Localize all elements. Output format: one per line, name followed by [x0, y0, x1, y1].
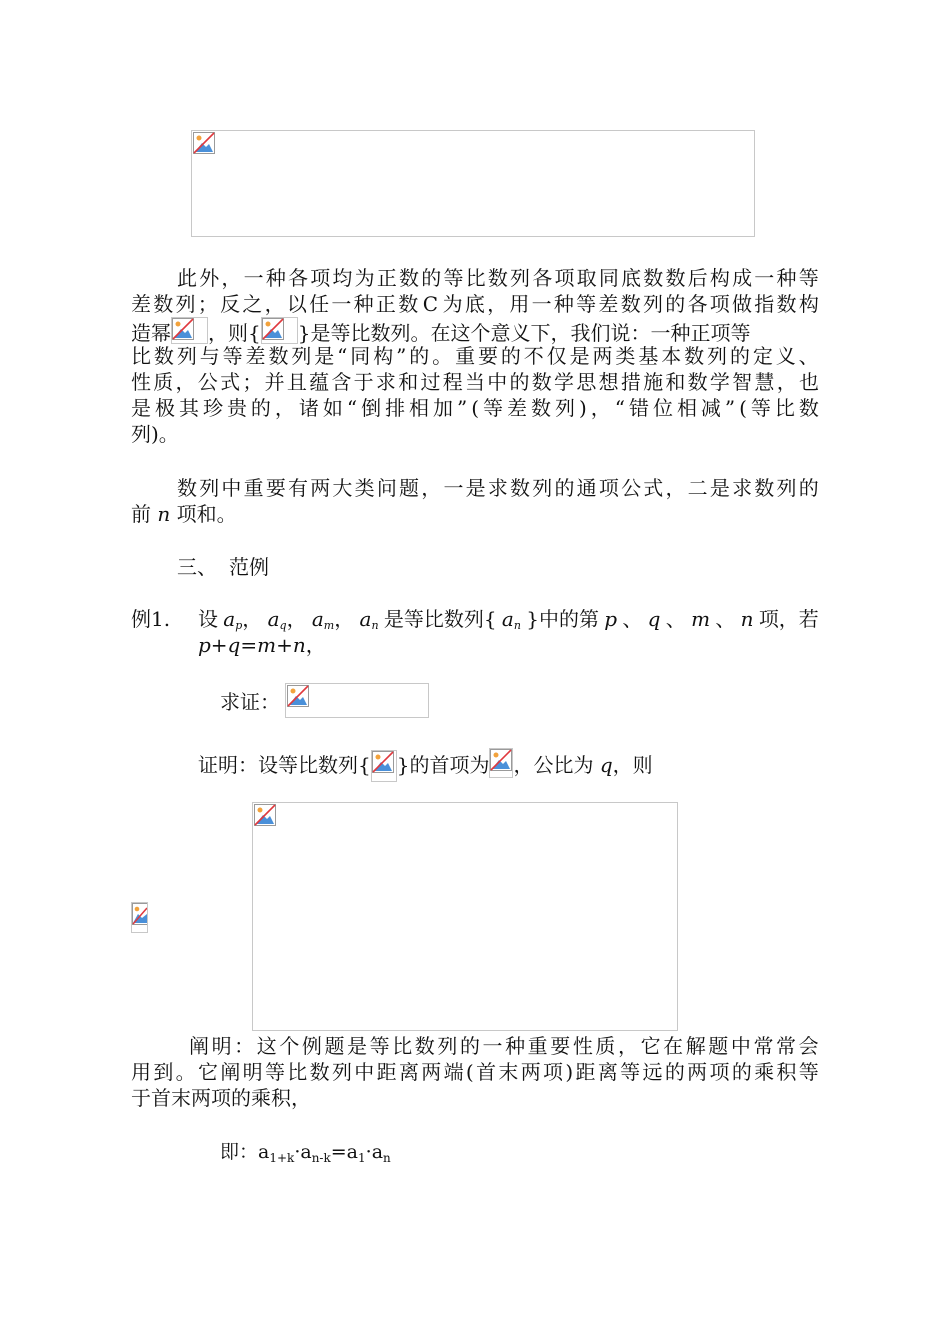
proof-image-placeholder — [252, 802, 678, 1031]
formula-image-placeholder — [285, 683, 429, 718]
index-q: q — [647, 607, 661, 631]
proof-text: }的首项为 — [396, 753, 490, 777]
section-number: 三、 — [177, 555, 217, 579]
formula-image-placeholder — [191, 130, 755, 237]
paragraph-1-text: 造幂 — [131, 321, 171, 345]
explain-line-1: 阐 明 ： 这 个 例 题 是 等 比 数 列 的 一 种 重 要 性 质 ， 它 在 解 题 中 常 常 会 — [189, 1034, 819, 1058]
example-1-line-2: p+q=m+n， — [198, 633, 326, 657]
broken-image-icon — [490, 749, 512, 771]
broken-image-icon — [372, 751, 394, 773]
section-heading — [177, 554, 269, 580]
broken-image-icon — [287, 685, 309, 707]
explain-line-3: 于首末两项的乘积， — [131, 1086, 311, 1110]
example-label: 例1. — [131, 607, 171, 631]
section-title: 范例 — [229, 555, 269, 579]
prove-label: 求证： — [220, 690, 280, 714]
example-text: 是等比数列{ — [383, 607, 497, 631]
formula-image-placeholder — [171, 317, 208, 344]
formula-image-placeholder — [371, 750, 397, 782]
example-text: 设 — [198, 607, 218, 631]
paragraph-1-text: ，则{ — [208, 321, 261, 345]
paragraph-1-line-2: 差 数 列 ； 反 之 ， 以 任 一 种 正 数 C 为 底 ， 用 一 种 等 差 数 列 的 各 项 做 指 数 构 — [131, 292, 819, 316]
term-an: $a_n$ — [359, 607, 379, 632]
broken-image-icon — [132, 903, 148, 925]
index-p: p — [604, 607, 618, 631]
proof-text: ，则 — [612, 753, 653, 777]
formula-line — [220, 1139, 391, 1165]
sequence-an: $a_n$ — [501, 607, 521, 632]
formula: $a_{1+k}\cdot a_{n-k}=a_1\cdot a_n$ — [258, 1141, 391, 1165]
term-am: $a_m$， — [311, 607, 355, 632]
formula-image-placeholder — [489, 748, 513, 778]
proof-text: ，公比为 — [513, 753, 600, 777]
broken-image-icon — [262, 318, 284, 340]
paragraph-1-text: }是等比数列。在这个意义下，我们说：一种正项等 — [297, 321, 751, 345]
proof-line — [198, 748, 653, 777]
example-1-line-1: 设 $a_p$， $a_q$， $a_m$， $a_n$ 是等比数列{ $a_n$ }中的第 p 、 q 、 m 、 n 项，若 — [198, 607, 819, 632]
index-m: m — [691, 607, 711, 631]
paragraph-2-line-1: 数 列 中 重 要 有 两 大 类 问 题 ， 一 是 求 数 列 的 通 项 公 式 ， 二 是 求 数 列 的 — [177, 476, 819, 500]
ratio-q: q — [599, 753, 613, 777]
paragraph-1-line-4: 比 数 列 与 等 差 数 列 是 “ 同 构 ” 的 。 重 要 的 不 仅 是 两 类 基 本 数 列 的 定 义 、 — [131, 344, 819, 368]
paragraph-2-line-2 — [131, 501, 237, 527]
example-text: }中的第 — [526, 607, 599, 631]
condition: p+q=m+n — [198, 633, 306, 657]
paragraph-2-text: 前 — [131, 502, 158, 526]
paragraph-1-line-3 — [131, 317, 819, 343]
paragraph-1-line-5: 性 质 ， 公 式 ； 并 且 蕴 含 于 求 和 过 程 当 中 的 数 学 思 想 措 施 和 数 学 智 慧 ， 也 — [131, 370, 819, 394]
term-aq: $a_q$， — [267, 607, 307, 632]
paragraph-2-text: 项和。 — [170, 502, 237, 526]
paragraph-1-line-1: 此 外 ， 一 种 各 项 均 为 正 数 的 等 比 数 列 各 项 取 同 底 数 数 后 构 成 一 种 等 — [177, 266, 819, 290]
index-n: n — [740, 607, 754, 631]
example-text: 项，若 — [758, 607, 819, 631]
paragraph-1-line-7: 列)。 — [131, 422, 179, 446]
proof-text: 证明：设等比数列{ — [198, 753, 371, 777]
broken-image-icon — [254, 804, 276, 826]
variable-n: n — [157, 502, 171, 526]
broken-image-icon — [172, 318, 194, 340]
explain-line-2: 用 到 。 它 阐 明 等 比 数 列 中 距 离 两 端 ( 首 末 两 项 ) 距 离 等 远 的 两 项 的 乘 积 等 — [131, 1060, 819, 1084]
formula-label: 即： — [220, 1141, 259, 1163]
paragraph-1-line-6: 是 极 其 珍 贵 的 ， 诸 如 “ 倒 排 相 加 ” ( 等 差 数 列 ) ， “ 错 位 相 减 ” ( 等 比 数 — [131, 396, 819, 420]
broken-image-icon — [193, 132, 215, 154]
term-ap: $a_p$， — [223, 607, 263, 632]
small-image-placeholder — [131, 902, 148, 933]
formula-image-placeholder — [261, 317, 298, 344]
